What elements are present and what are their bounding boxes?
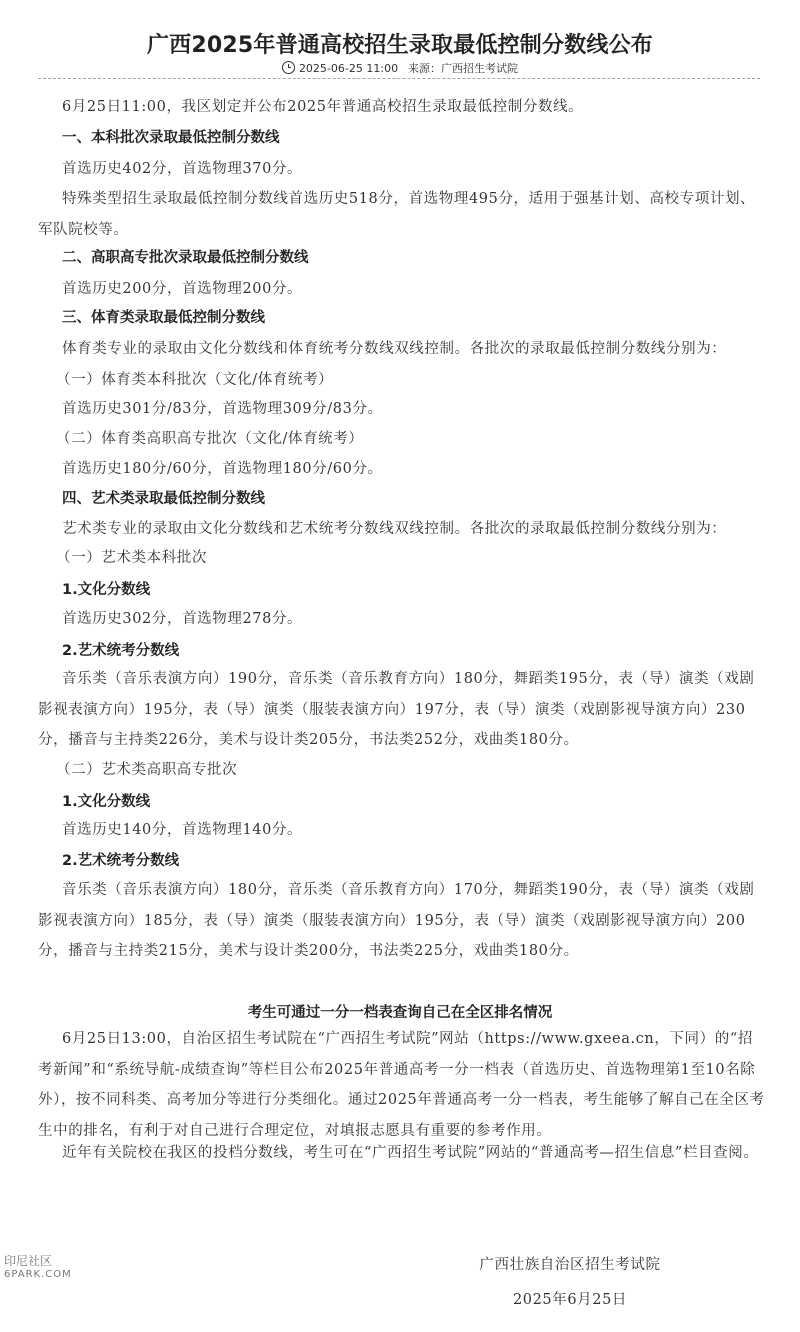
vocational-art-exam-paragraph: 音乐类（音乐表演方向）180分，音乐类（音乐教育方向）170分，舞蹈类190分，表（导）演类（戏剧影视表演方向）185分，表（导）演类（服装表演方向）195分，表（导）演类（戏剧影视导演方向）200分，播音与主持类215分，美术与设计类200分，书法类225分，戏曲类180分。 [38,882,755,960]
ranking-paragraph: 6月25日13:00，自治区招生考试院在“广西招生考试院”网站（https://www.gxeea.cn，下同）的“招考新闻”和“系统导航-成绩查询”等栏目公布2025年普通高考一分一档表（首选历史、首选物理第1至10名除外），按不同科类、高考加分等进行分类细化。通过2025年普通高考一分一档表，考生能够了解自己在全区考生中的排名，有利于对自己进行合理定位，对填报志愿具有重要的参考作用。 [38,1031,765,1139]
historical-scores-paragraph: 近年有关院校在我区的投档分数线，考生可在“广西招生考试院”网站的“普通高考—招生信息”栏目查阅。 [62,1145,759,1161]
section-3-sub-1-heading: （一）体育类本科批次（文化/体育统考） [56,372,334,388]
section-1-heading: 一、本科批次录取最低控制分数线 [62,130,280,146]
vocational-culture-score-heading: 1.文化分数线 [62,794,151,810]
ranking-section-title: 考生可通过一分一档表查询自己在全区排名情况 [247,1005,553,1021]
page-title: 广西2025年普通高校招生录取最低控制分数线公布 [146,33,654,58]
section-3-paragraph: 体育类专业的录取由文化分数线和体育统考分数线双线控制。各批次的录取最低控制分数线分别为： [62,341,727,357]
section-1-special-paragraph: 特殊类型招生录取最低控制分数线首选历史518分，首选物理495分，适用于强基计划、高校专项计划、军队院校等。 [38,191,756,238]
section-4-heading: 四、艺术类录取最低控制分数线 [62,491,265,507]
vocational-culture-score-paragraph: 首选历史140分，首选物理140分。 [62,822,303,838]
watermark-logo [4,1254,72,1282]
art-exam-score-heading: 2.艺术统考分数线 [62,643,180,659]
art-exam-score-paragraph: 音乐类（音乐表演方向）190分，音乐类（音乐教育方向）180分，舞蹈类195分，表（导）演类（戏剧影视表演方向）195分，表（导）演类（服装表演方向）197分，表（导）演类（戏剧影视导演方向）230分，播音与主持类226分，美术与设计类205分，书法类252分，戏曲类180分。 [38,671,755,749]
section-4-sub-2-heading: （二）艺术类高职高专批次 [56,762,238,778]
section-3-sub-2-paragraph: 首选历史180分/60分，首选物理180分/60分。 [62,461,383,477]
header-divider [38,78,760,79]
section-4-paragraph: 艺术类专业的录取由文化分数线和艺术统考分数线双线控制。各批次的录取最低控制分数线分别为： [62,521,727,537]
vocational-art-exam-heading: 2.艺术统考分数线 [62,853,180,869]
watermark-site: 6PARK.COM [4,1269,72,1280]
section-2-heading: 二、高职高专批次录取最低控制分数线 [62,250,309,266]
section-3-sub-1-paragraph: 首选历史301分/83分，首选物理309分/83分。 [62,401,383,417]
watermark-text: 印尼社区 [4,1254,53,1268]
culture-score-paragraph: 首选历史302分，首选物理278分。 [62,611,303,627]
clock-icon [282,61,295,74]
culture-score-heading: 1.文化分数线 [62,582,151,598]
signature-date: 2025年6月25日 [512,1292,628,1308]
signature-organization: 广西壮族自治区招生考试院 [479,1257,661,1273]
article-meta [0,60,800,76]
section-2-paragraph: 首选历史200分，首选物理200分。 [62,281,303,297]
section-1-paragraph: 首选历史402分，首选物理370分。 [62,161,303,177]
intro-paragraph: 6月25日11:00，我区划定并公布2025年普通高校招生录取最低控制分数线。 [62,99,584,115]
publish-datetime: 2025-06-25 11:00 [298,62,399,75]
section-3-heading: 三、体育类录取最低控制分数线 [62,310,265,326]
section-4-sub-1-heading: （一）艺术类本科批次 [56,550,207,566]
article-source: 来源：广西招生考试院 [408,62,519,75]
section-3-sub-2-heading: （二）体育类高职高专批次（文化/体育统考） [56,431,364,447]
